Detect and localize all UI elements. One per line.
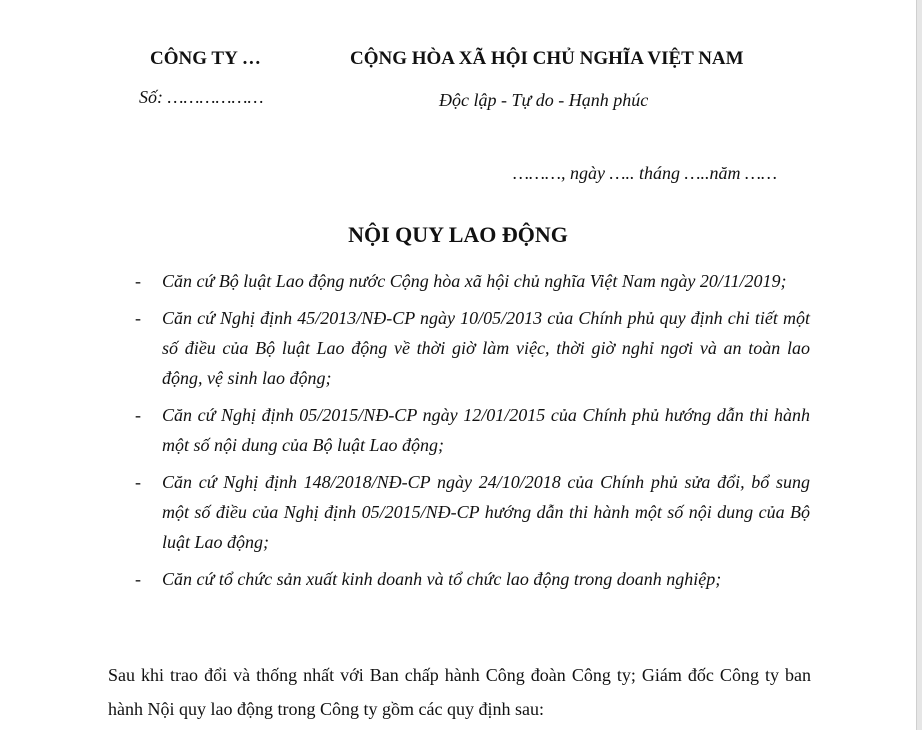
vertical-scrollbar[interactable]	[917, 0, 922, 730]
company-name: CÔNG TY …	[150, 48, 261, 69]
list-dash: -	[135, 308, 141, 328]
list-dash: -	[135, 569, 141, 589]
list-item-text: Căn cứ Bộ luật Lao động nước Cộng hòa xã hội chủ nghĩa Việt Nam ngày 20/11/2019;	[162, 271, 787, 291]
list-item	[0, 564, 810, 594]
list-item-text: Căn cứ Nghị định 148/2018/NĐ-CP ngày 24/10/2018 của Chính phủ sửa đổi, bổ sung một số điều của Nghị định 05/2015/NĐ-CP hướng dẫn thi hành một số nội dung của Bộ luật Lao động;	[162, 472, 810, 552]
list-item	[0, 303, 810, 393]
list-dash: -	[135, 271, 141, 291]
intro-paragraph: Sau khi trao đổi và thống nhất với Ban chấp hành Công đoàn Công ty; Giám đốc Công ty ban hành Nội quy lao động trong Công ty gồm các quy định sau:	[108, 665, 811, 719]
legal-basis-list	[0, 266, 916, 601]
date-line: ………, ngày ….. tháng …..năm ……	[513, 163, 778, 183]
list-item-text: Căn cứ tổ chức sản xuất kinh doanh và tổ chức lao động trong doanh nghiệp;	[162, 569, 722, 589]
list-item-text: Căn cứ Nghị định 45/2013/NĐ-CP ngày 10/05/2013 của Chính phủ quy định chi tiết một số điều của Bộ luật Lao động về thời giờ làm việc, thời giờ nghỉ ngơi và an toàn lao động, vệ sinh lao động;	[162, 308, 810, 388]
national-motto: Độc lập - Tự do - Hạnh phúc	[439, 90, 649, 110]
list-dash: -	[135, 472, 141, 492]
list-dash: -	[135, 405, 141, 425]
document-title: NỘI QUY LAO ĐỘNG	[348, 222, 568, 247]
list-item	[0, 467, 810, 557]
national-title: CỘNG HÒA XÃ HỘI CHỦ NGHĨA VIỆT NAM	[350, 48, 744, 69]
list-item	[0, 400, 810, 460]
list-item	[0, 266, 810, 296]
document-number: Số: ………………	[139, 87, 264, 107]
list-item-text: Căn cứ Nghị định 05/2015/NĐ-CP ngày 12/01/2015 của Chính phủ hướng dẫn thi hành một số nội dung của Bộ luật Lao động;	[162, 405, 810, 455]
